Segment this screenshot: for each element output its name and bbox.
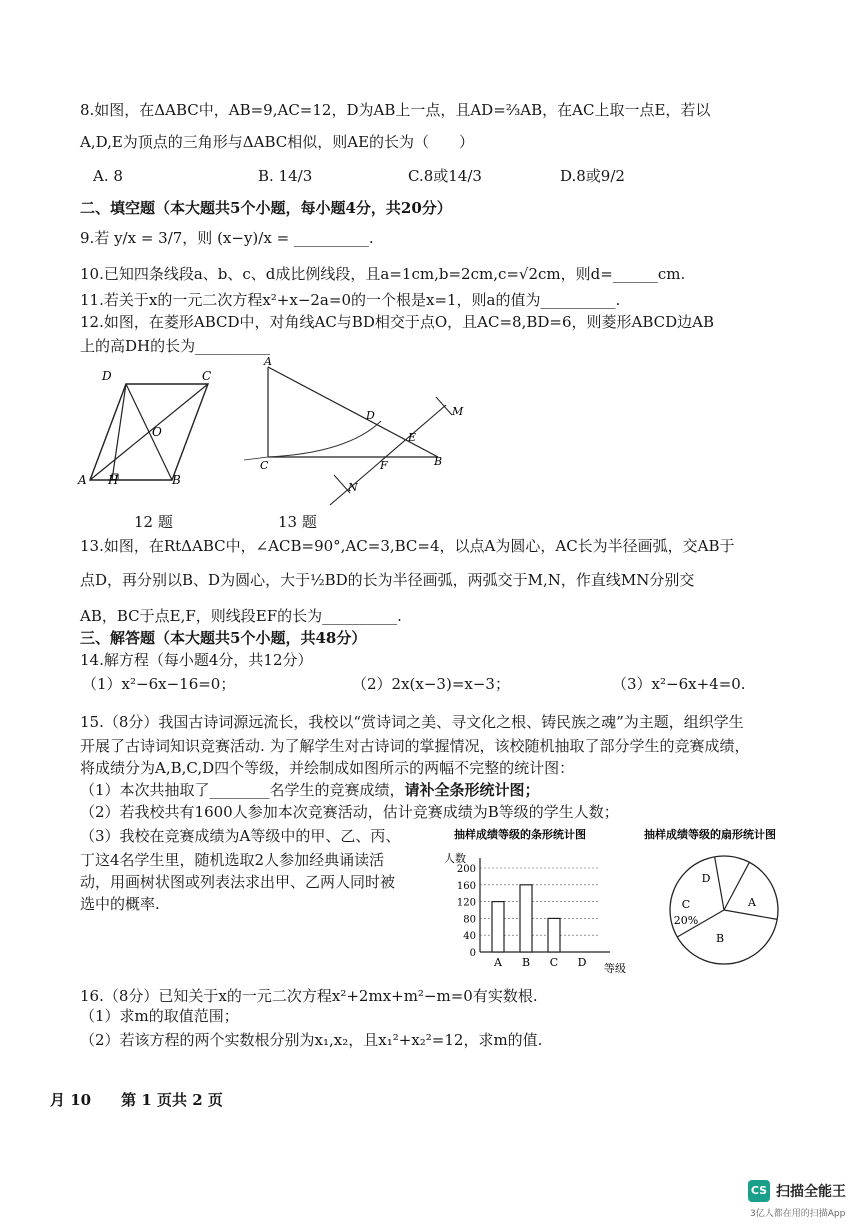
label-C: C [260,459,269,472]
q12-line1: 12.如图，在菱形ABCD中，对角线AC与BD相交于点O，且AC=8,BD=6，则菱形ABCD边AB [80,313,714,331]
camscanner-name: 扫描全能王 [776,1184,846,1200]
q14-part2: （2）2x(x−3)=x−3； [352,675,510,693]
q13-line3: AB，BC于点E,F，则线段EF的长为__________. [80,607,402,625]
label-B: B [434,455,443,468]
q15-sub3-line4: 选中的概率. [80,895,160,913]
q15-line1: 15.（8分）我国古诗词源远流长，我校以“赏诗词之美、寻文化之根、铸民族之魂”为主题，组织学生 [80,713,744,731]
label-D: D [102,370,112,383]
x-tick-label: D [577,956,587,969]
q8-option-b: B. 14/3 [258,167,313,185]
q14: 14.解方程（每小题4分，共12分） [80,651,313,669]
q16-line3: （2）若该方程的两个实数根分别为x₁,x₂，且x₁²+x₂²=12，求m的值. [80,1031,543,1049]
figure-13-caption: 13 题 [278,513,317,531]
bar-chart-title: 抽样成绩等级的条形统计图 [454,828,586,841]
bar-chart-ylabel: 人数 [444,852,466,865]
y-tick-label: 200 [456,864,476,875]
camscanner-logo-icon: CS [748,1180,770,1202]
slice-label-B: B [715,932,725,945]
q8-text: 8.如图，在ΔABC中，AB=9,AC=12，D为AB上一点，且AD=⅔AB，在AC上取一点E，若以 [80,101,711,119]
q9: 9.若 y/x = 3/7，则 (x−y)/x = __________. [80,229,374,247]
q15-line2: 开展了古诗词知识竞赛活动. 为了解学生对古诗词的掌握情况，该校随机抽取了部分学生的竞赛成绩， [80,737,750,755]
label-N: N [348,481,358,494]
bar-B [520,885,532,952]
figure-13-construction [238,355,478,515]
y-tick-label: 40 [463,931,476,943]
camscanner-tagline: 3亿人都在用的扫描App [750,1209,846,1219]
q8-line2: A,D,E为顶点的三角形与ΔABC相似，则AE的长为（ ） [80,133,475,151]
q13-line1: 13.如图，在RtΔABC中，∠ACB=90°,AC=3,BC=4，以点A为圆心，AC长为半径画弧，交AB于 [80,537,735,555]
q15-sub1 [80,780,540,800]
figure-12-caption: 12 题 [134,513,173,531]
x-tick-label: B [521,956,531,969]
slice-label-C: C [681,898,691,911]
q10: 10.已知四条线段a、b、c、d成比例线段，且a=1cm,b=2cm,c=√2cm，则d=______cm. [80,265,686,283]
bar-chart [436,826,646,976]
q8-line1 [80,100,710,120]
y-tick-label: 160 [456,880,476,892]
x-tick-label: A [494,956,502,969]
slice-label-A: A [748,896,756,909]
pie-chart [640,826,820,976]
figure-12-rhombus [76,370,226,490]
q15-line3: 将成绩分为A,B,C,D四个等级，并绘制成如图所示的两幅不完整的统计图： [80,759,575,777]
slice-label-D: D [701,872,711,885]
y-tick-label: 120 [456,897,476,909]
label-A: A [264,355,272,368]
pie-chart-title: 抽样成绩等级的扇形统计图 [644,828,776,841]
slice-percent-C: 20% [673,914,699,927]
q15-sub1-text: （1）本次共抽取了________名学生的竞赛成绩， [80,781,405,799]
q15-sub1-bold: 请补全条形统计图； [404,781,540,799]
y-tick-label: 80 [463,914,476,926]
label-E: E [408,431,417,444]
q11: 11.若关于x的一元二次方程x²+x−2a=0的一个根是x=1，则a的值为__________. [80,291,621,309]
label-B: B [172,473,181,487]
q15-sub2: （2）若我校共有1600人参加本次竞赛活动，估计竞赛成绩为B等级的学生人数； [80,803,619,821]
q16-line1: 16.（8分）已知关于x的一元二次方程x²+2mx+m²−m=0有实数根. [80,987,538,1005]
q16-line2: （1）求m的取值范围； [80,1007,239,1025]
label-O: O [152,425,162,439]
q14-part1: （1）x²−6x−16=0； [82,675,236,693]
label-F: F [380,459,388,472]
q14-part3: （3）x²−6x+4=0. [612,675,746,693]
label-A: A [78,473,87,487]
q8-option-d: D.8或9/2 [560,167,625,185]
label-C: C [202,370,212,383]
label-H: H [108,473,119,487]
x-tick-label: C [549,956,559,969]
q15-sub3-line2: 丁这4名学生里，随机选取2人参加经典诵读活 [80,851,385,869]
q8-option-a: A. 8 [93,167,123,185]
label-D: D [366,409,375,422]
q12-line2: 上的高DH的长为__________ [80,337,271,355]
q15-sub3-line1: （3）我校在竞赛成绩为A等级中的甲、乙、丙、 [80,827,401,845]
section-3-heading: 三、解答题（本大题共5个小题，共48分） [80,629,367,647]
q13-line2: 点D，再分别以B、D为圆心，大于½BD的长为半径画弧，两弧交于M,N，作直线MN分别交 [80,571,695,589]
bar-chart-xlabel: 等级 [604,962,626,975]
y-tick-label: 0 [469,948,476,959]
section-2-heading: 二、填空题（本大题共5个小题，每小题4分，共20分） [80,199,452,217]
bar-C [548,918,560,952]
label-M: M [452,405,464,418]
q8-option-c: C.8或14/3 [408,167,482,185]
bar-A [492,902,504,952]
page-footer: 月 10 第 1 页共 2 页 [50,1091,223,1109]
q15-sub3-line3: 动，用画树状图或列表法求出甲、乙两人同时被 [80,873,396,891]
